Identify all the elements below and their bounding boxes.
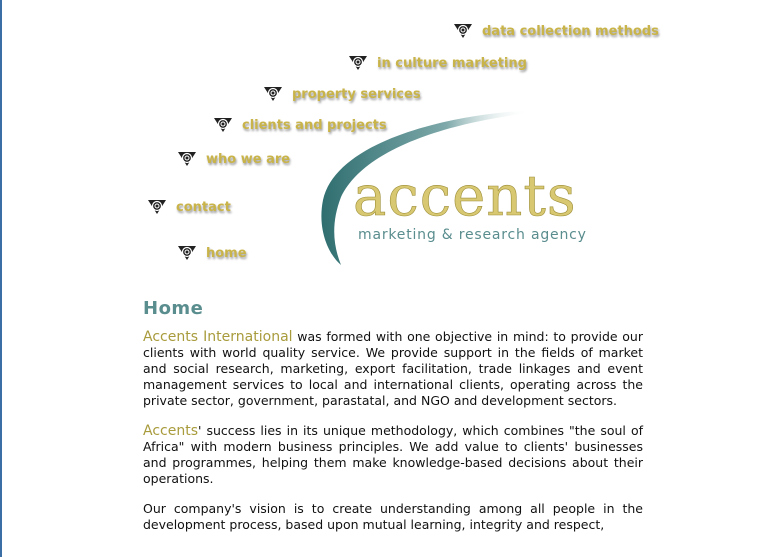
- spiral-icon: [452, 23, 474, 39]
- nav-label: contact: [176, 199, 231, 215]
- logo-tagline: marketing & research agency: [358, 227, 587, 243]
- main-content: [143, 298, 643, 547]
- nav-property-services[interactable]: [262, 86, 421, 102]
- nav-home[interactable]: [176, 245, 247, 261]
- window-left-border: [0, 0, 2, 557]
- nav-data-collection-methods[interactable]: [452, 23, 659, 39]
- spiral-icon: [262, 86, 284, 102]
- spiral-icon: [146, 199, 168, 215]
- company-name-highlight: Accents: [143, 423, 198, 439]
- nav-who-we-are[interactable]: [176, 151, 290, 167]
- accents-logo: [315, 105, 655, 270]
- nav-label: in culture marketing: [377, 55, 527, 71]
- nav-in-culture-marketing[interactable]: [347, 55, 527, 71]
- spiral-icon: [176, 151, 198, 167]
- page-title: Home: [143, 298, 204, 319]
- intro-paragraph: [143, 329, 643, 409]
- company-name-highlight: Accents International: [143, 329, 293, 345]
- spiral-icon: [176, 245, 198, 261]
- nav-contact[interactable]: [146, 199, 231, 215]
- paragraph-text: Our company's vision is to create understanding among all people in the development process, based upon mutual learning, integrity and respect,: [143, 501, 643, 532]
- paragraph-text: was formed with one objective in mind: to provide our clients with world quality service. We provide support in the fields of market and social research, marketing, export facilitation, trade linkages and event management services to local and international clients, operating across the private sector, government, parastatal, and NGO and development sectors.: [143, 329, 643, 408]
- methodology-paragraph: [143, 423, 643, 487]
- vision-paragraph: [143, 501, 643, 533]
- nav-label: home: [206, 245, 247, 261]
- logo-wordmark: accents: [353, 164, 577, 229]
- paragraph-text: ' success lies in its unique methodology, which combines "the soul of Africa" with modern business principles. We add value to clients' businesses and programmes, helping them make knowledge-based decisions about their operations.: [143, 423, 643, 486]
- nav-label: who we are: [206, 151, 291, 167]
- nav-label: data collection methods: [482, 23, 659, 39]
- spiral-icon: [212, 117, 234, 133]
- nav-label: property services: [292, 86, 421, 102]
- nav-label: clients and projects: [242, 117, 387, 133]
- spiral-icon: [347, 55, 369, 71]
